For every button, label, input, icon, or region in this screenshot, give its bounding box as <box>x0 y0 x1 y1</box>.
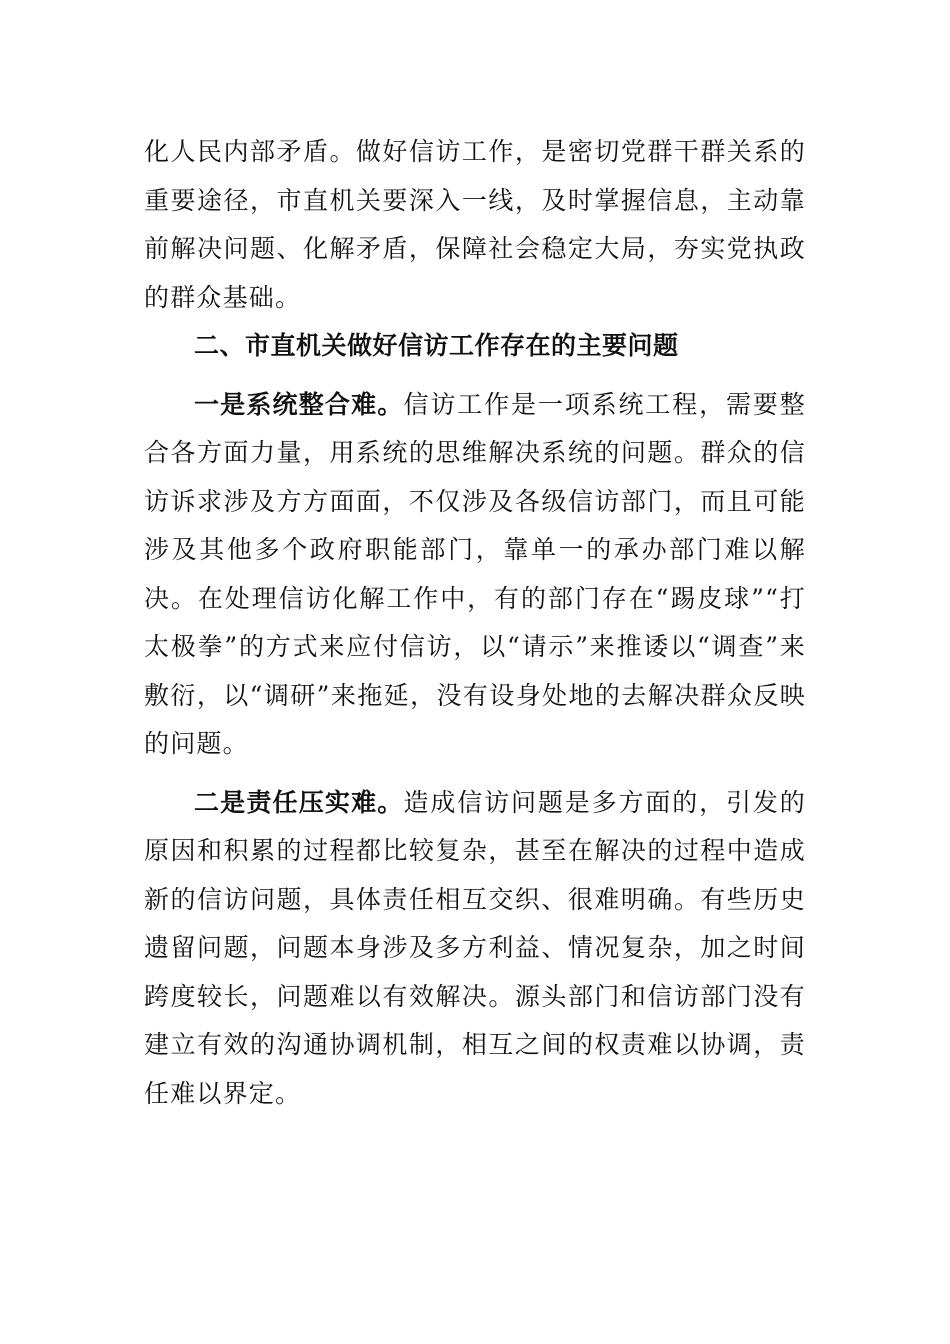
item-lead-2: 二是责任压实难。 <box>194 787 404 817</box>
document-body <box>144 128 806 1118</box>
item-body-1: 信访工作是一项系统工程，需要整合各方面力量，用系统的思维解决系统的问题。群众的信访诉求涉及方方面面，不仅涉及各级信访部门，而且可能涉及其他多个政府职能部门，靠单一的承办部门难以解决。在处理信访化解工作中，有的部门存在“踢皮球”“打太极拳”的方式来应付信访，以“请示”来推诿以“调查”来敷衍，以“调研”来拖延，没有设身处地的去解决群众反映的问题。 <box>144 389 806 758</box>
section-heading: 二、市直机关做好信访工作存在的主要问题 <box>194 331 679 360</box>
item-body-2: 造成信访问题是多方面的，引发的原因和积累的过程都比较复杂，甚至在解决的过程中造成新的信访问题，具体责任相互交织、很难明确。有些历史遗留问题，问题本身涉及多方利益、情况复杂，加之时间跨度较长，问题难以有效解决。源头部门和信访部门没有建立有效的沟通协调机制，相互之间的权责难以协调，责任难以界定。 <box>144 787 806 1108</box>
body-paragraph: 化人民内部矛盾。做好信访工作，是密切党群干群关系的重要途径，市直机关要深入一线，及时掌握信息，主动靠前解决问题、化解矛盾，保障社会稳定大局，夯实党执政的群众基础。 <box>144 137 806 312</box>
item-lead-1: 一是系统整合难。 <box>194 389 404 419</box>
item-paragraph-2 <box>144 779 806 1119</box>
item-paragraph-1 <box>144 381 806 769</box>
